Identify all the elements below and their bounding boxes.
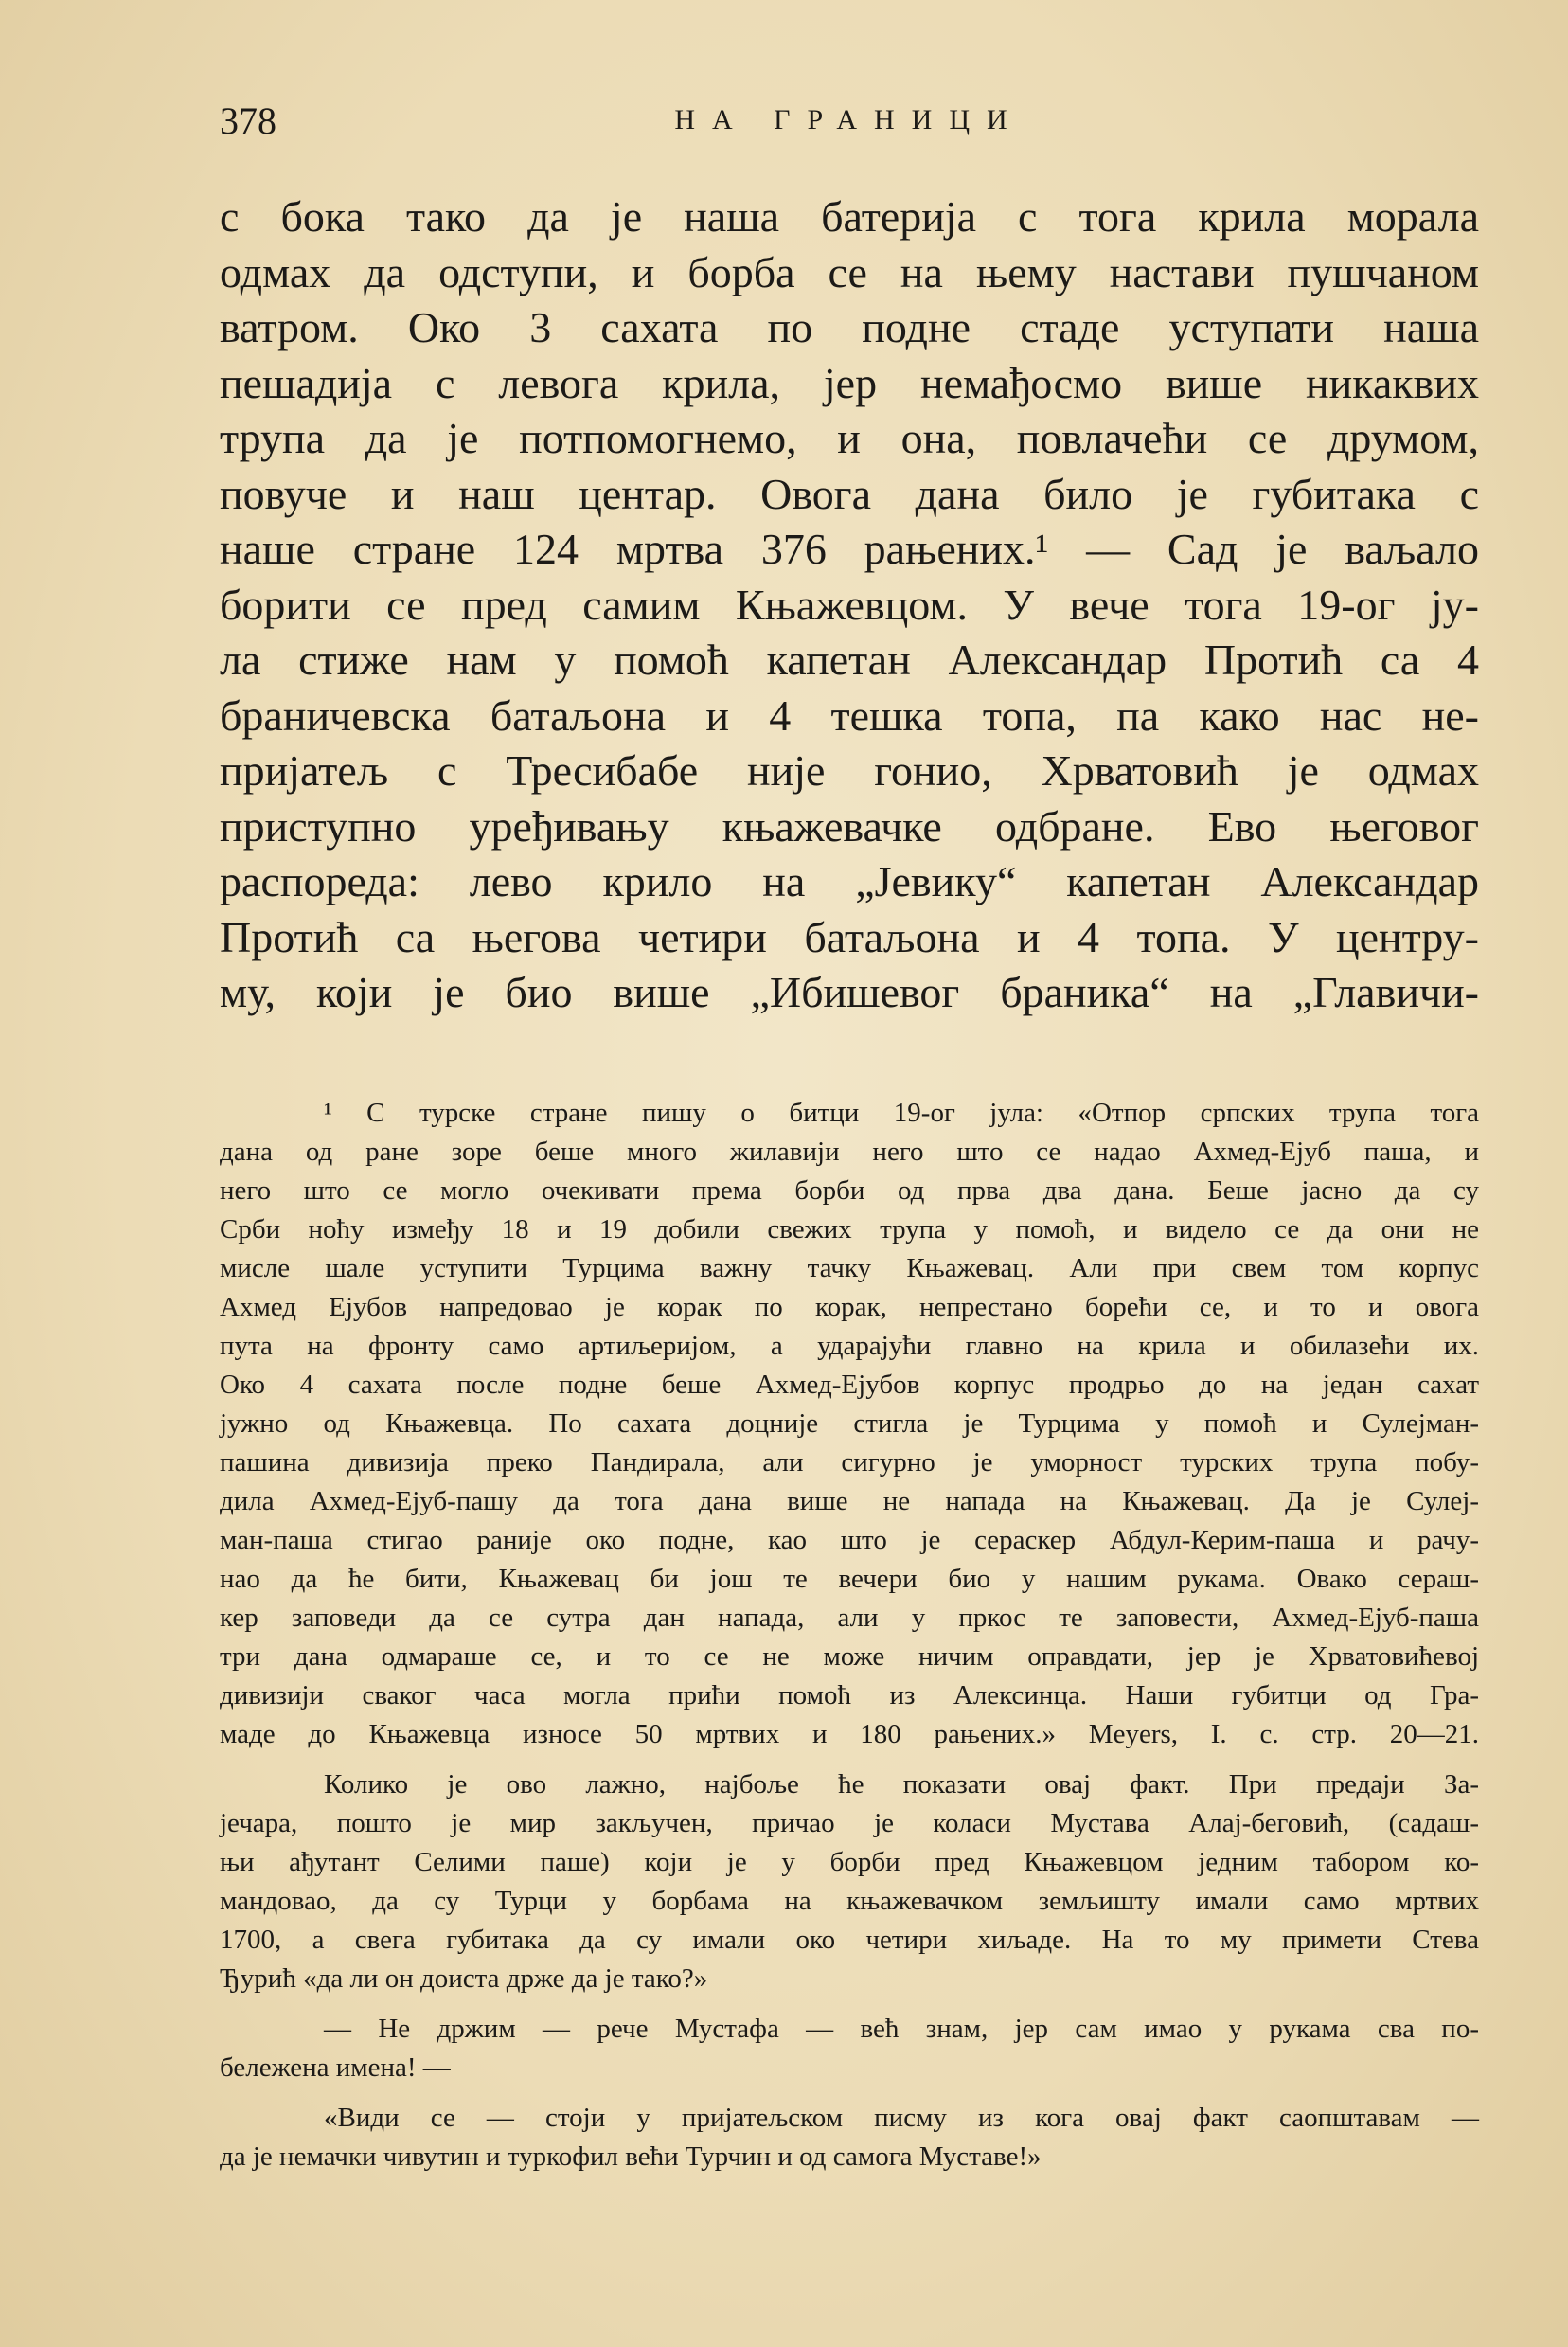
running-title: НА ГРАНИЦИ (674, 104, 1025, 135)
footnote-line: Колико је ово лажно, најбоље ће показати овај факт. При предаји За- (324, 1769, 1479, 1800)
footnote-line: јечара, пошто је мир закључен, причао је коласи Мустава Алај-беговић, (садаш- (220, 1808, 1479, 1838)
footnote-line: дивизији сваког часа могла прићи помоћ из Алексинца. Наши губитци од Гра- (220, 1680, 1479, 1711)
footnote-line: јужно од Књажевца. По сахата доцније стигла је Турцима у помоћ и Сулејман- (220, 1408, 1479, 1439)
footnote-line: пута на фронту само артиљеријом, а ударајући главно на крила и обилазећи их. (220, 1331, 1479, 1361)
main-body-text (220, 189, 1479, 1021)
footnote-line: 1700, а свега губитака да су имали око четири хиљаде. На то му примети Стева (220, 1925, 1479, 1955)
footnote-line: бележена имена! — (220, 2052, 451, 2083)
footnote-line: дила Ахмед-Ејуб-пашу да тога дана више не напада на Књажевац. Да је Сулеј- (220, 1486, 1479, 1516)
footnotes (220, 1094, 1479, 2177)
footnote-line: њи ађутант Селими паше) који је у борби пред Књажевцом једним табором ко- (220, 1847, 1479, 1877)
body-line: повуче и наш центар. Овога дана било је губитака с (220, 469, 1479, 518)
body-line: распореда: лево крило на „Јевику“ капетан Александар (220, 857, 1479, 905)
body-line: пријатељ с Тресибабе није гонио, Хрватовић је одмах (220, 746, 1479, 795)
footnote-line: — Не држим — рече Мустафа — већ знам, јер сам имао у рукама сва по- (324, 2014, 1479, 2044)
page-number: 378 (220, 99, 276, 142)
footnote-line: Ђурић «да ли он доиста држе да је тако?» (220, 1963, 708, 1994)
body-line: пешадија с левога крила, јер немађосмо више никаквих (220, 358, 1479, 407)
body-line: браничевска батаљона и 4 тешка топа, па како нас не- (220, 690, 1479, 740)
footnote-line: пашина дивизија преко Пандирала, али сигурно је уморност турских трупа побу- (220, 1447, 1479, 1478)
body-line: с бока тако да је наша батерија с тога крила морала (220, 192, 1479, 241)
body-line: приступно уређивању књажевачке одбране. Ево његовог (220, 801, 1479, 851)
footnote-line: да је немачки чивутин и туркофил већи Турчин и од самога Муставе!» (220, 2141, 1042, 2172)
footnote-line: Око 4 сахата после подне беше Ахмед-Ејубов корпус продрьо до на један сахат (220, 1370, 1479, 1400)
footnote-line: дана од ране зоре беше много жилавији него што се надао Ахмед-Ејуб паша, и (220, 1137, 1479, 1167)
body-line: ватром. Око 3 сахата по подне стаде уступати наша (220, 303, 1479, 351)
footnote-line: нао да ће бити, Књажевац би још те вечери био у нашим рукама. Овако сераш- (220, 1564, 1479, 1594)
body-line: борити се пред самим Књажевцом. У вече тога 19-ог ју- (220, 580, 1479, 629)
footnote-line: кер заповеди да се сутра дан напада, али у пркос те заповести, Ахмед-Ејуб-паша (220, 1603, 1479, 1633)
body-line: трупа да је потпомогнемо, и она, повлачећи се друмом, (220, 414, 1479, 462)
footnote-line: ¹ С турске стране пишу о битци 19-ог јула: «Отпор српских трупа тога (324, 1098, 1479, 1128)
footnote-line: Ахмед Ејубов напредовао је корак по корак, непрестано борећи се, и то и овога (220, 1292, 1479, 1322)
footnote-line: три дана одмараше се, и то се не може ничим оправдати, јер је Хрватовићевој (220, 1641, 1479, 1672)
footnote-line: мандовао, да су Турци у борбама на књажевачком земљишту имали само мртвих (220, 1886, 1479, 1916)
body-line: ла стиже нам у помоћ капетан Александар Протић са 4 (220, 636, 1479, 684)
page-header (220, 99, 1479, 155)
body-line: одмах да одступи, и борба се на њему настави пушчаном (220, 247, 1479, 296)
footnote-line: маде до Књажевца износе 50 мртвих и 180 рањених.» Meyers, I. c. стр. 20—21. (220, 1719, 1479, 1749)
footnote-line: ман-паша стигао раније око подне, као што је сераскер Абдул-Керим-паша и рачу- (220, 1525, 1479, 1555)
footnote-line: мисле шале уступити Турцима важну тачку Књажевац. Али при свем том корпус (220, 1253, 1479, 1283)
footnote-line: «Види се — стоји у пријатељском писму из кога овај факт саопштавам — (324, 2103, 1479, 2133)
footnote-line: Срби ноћу између 18 и 19 добили свежих трупа у помоћ, и видело се да они не (220, 1214, 1479, 1245)
footnote-line: него што се могло очекивати према борби од прва два дана. Беше јасно да су (220, 1175, 1479, 1206)
body-line: Протић са његова четири батаљона и 4 топа. У центру- (220, 912, 1479, 961)
body-line: наше стране 124 мртва 376 рањених.¹ — Сад је ваљало (220, 525, 1479, 573)
body-line: му, који је био више „Ибишевог браника“ на „Главичи- (220, 968, 1479, 1016)
